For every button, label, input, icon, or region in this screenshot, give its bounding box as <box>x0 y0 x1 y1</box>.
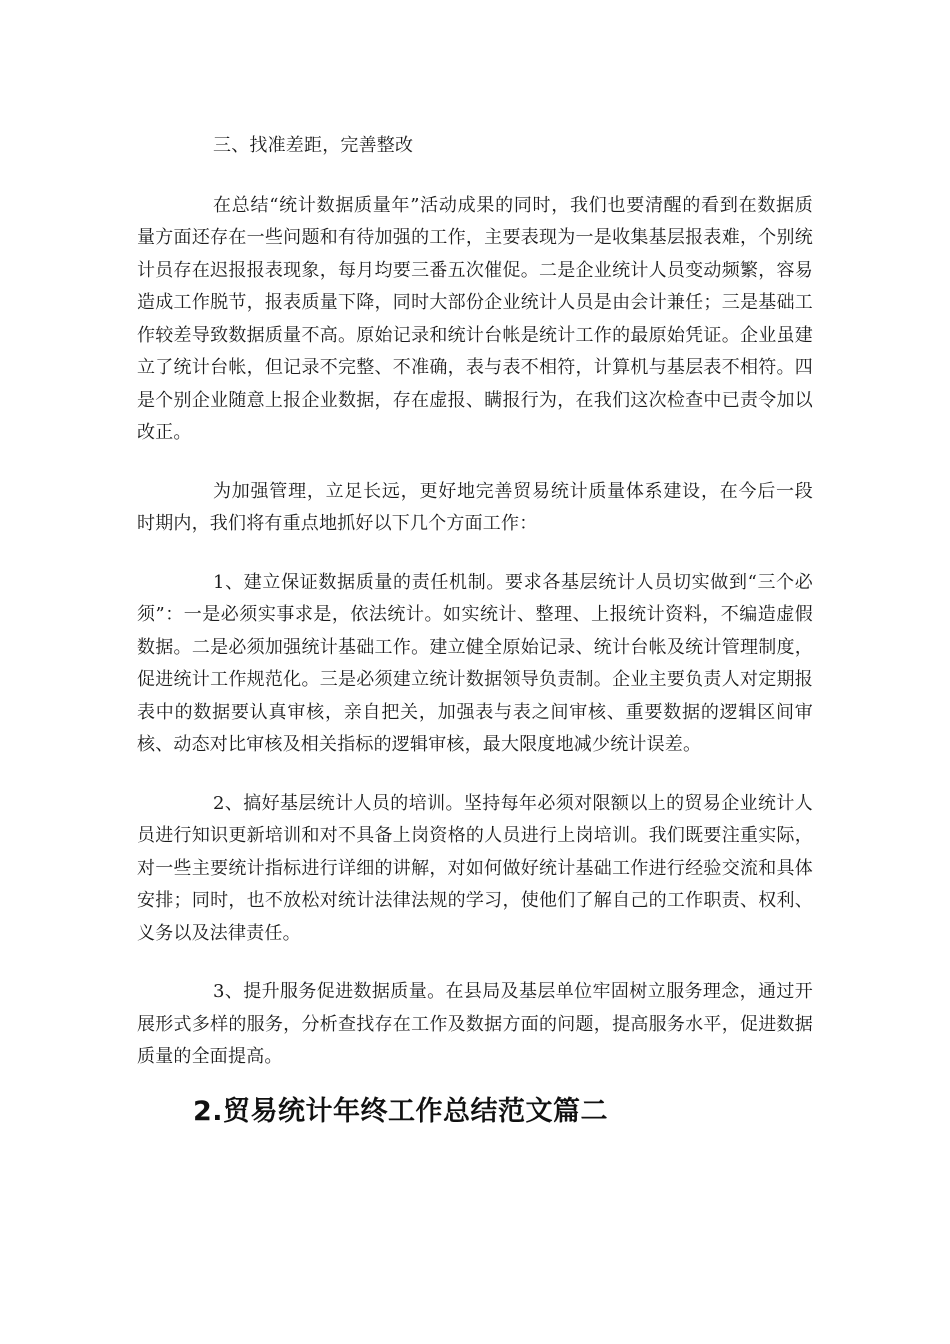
paragraph-item-2-training: 2、搞好基层统计人员的培训。坚持每年必须对限额以上的贸易企业统计人员进行知识更新培训和对不具备上岗资格的人员进行上岗培训。我们既要注重实际，对一些主要统计指标进行详细的讲解，对如何做好统计基础工作进行经验交流和具体安排；同时，也不放松对统计法律法规的学习，使他们了解自己的工作职责、权利、义务以及法律责任。 <box>137 792 813 944</box>
document-body <box>137 130 813 1130</box>
section-heading: 三、找准差距，完善整改 <box>213 135 414 156</box>
paragraph-item-3-service: 3、提升服务促进数据质量。在县局及基层单位牢固树立服务理念，通过开展形式多样的服务，分析查找存在工作及数据方面的问题，提高服务水平，促进数据质量的全面提高。 <box>137 981 813 1067</box>
paragraph-management-intro: 为加强管理，立足长远，更好地完善贸易统计质量体系建设，在今后一段时期内，我们将有重点地抓好以下几个方面工作： <box>137 480 813 534</box>
paragraph-quality-problems: 在总结“统计数据质量年”活动成果的同时，我们也要清醒的看到在数据质量方面还存在一些问题和有待加强的工作，主要表现为一是收集基层报表难，个别统计员存在迟报报表现象，每月均要三番五次催促。二是企业统计人员变动频繁，容易造成工作脱节，报表质量下降，同时大部份企业统计人员是由会计兼任；三是基础工作较差导致数据质量不高。原始记录和统计台帐是统计工作的最原始凭证。企业虽建立了统计台帐，但记录不完整、不准确，表与表不相符，计算机与基层表不相符。四是个别企业随意上报企业数据，存在虚报、瞒报行为，在我们这次检查中已责令加以改正。 <box>137 194 813 443</box>
paragraph-item-1-responsibility: 1、建立保证数据质量的责任机制。要求各基层统计人员切实做到“三个必须”：一是必须实事求是，依法统计。如实统计、整理、上报统计资料，不编造虚假数据。二是必须加强统计基础工作。建立健全原始记录、统计台帐及统计管理制度，促进统计工作规范化。三是必须建立统计数据领导负责制。企业主要负责人对定期报表中的数据要认真审核，亲自把关，加强表与表之间审核、重要数据的逻辑区间审核、动态对比审核及相关指标的逻辑审核，最大限度地减少统计误差。 <box>137 571 813 755</box>
article-heading: 2.贸易统计年终工作总结范文篇二 <box>193 1095 609 1127</box>
